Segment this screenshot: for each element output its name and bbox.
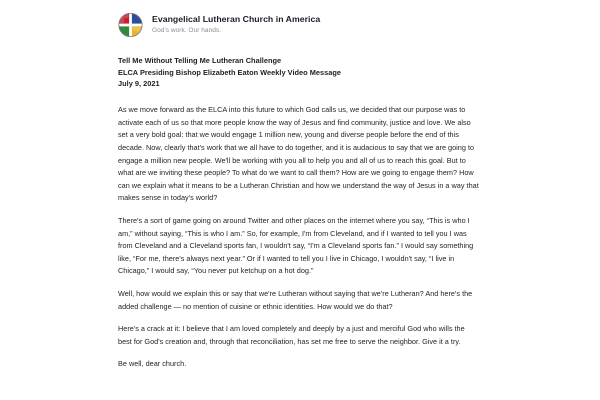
document-date: July 9, 2021: [118, 79, 160, 89]
document-subtitle: ELCA Presiding Bishop Elizabeth Eaton Weekly Video Message: [118, 67, 342, 77]
brand-name: Evangelical Lutheran Church in America: [152, 14, 321, 25]
brand-tagline: God's work. Our hands.: [152, 27, 222, 35]
body-paragraph: Well, how would we explain this or say that we're Lutheran without saying that we're Lutheran? And here's the added challenge — no mention of cuisine or ethnic identities. How would we do that?: [118, 288, 473, 311]
body-paragraph: Here's a crack at it: I believe that I am loved completely and deeply by a just and merciful God who wills the best for God's creation and, through that reconciliation, has set me free to serve the neighbor. Give it a try.: [118, 324, 465, 346]
document-title-block: [118, 55, 488, 90]
document-body: [118, 90, 480, 371]
document-title: Tell Me Without Telling Me Lutheran Challenge: [118, 56, 282, 65]
elca-cross-circle-logo-icon: [118, 12, 143, 38]
body-paragraph: As we move forward as the ELCA into this future to which God calls us, we decided that our purpose was to activate each of us so that more people know the way of Jesus and find community, justice and love. We also set a very bold goal: that we would engage 1 million new, young and diverse people before the end of this decade. Now, clearly that's work that we all have to do together, and it is audacious to say that we are going to engage a million new people. We'll be working with you all to help you and all of us to reach this goal. But to what are we inviting these people? To what do we want to call them? How are we going to engage them? How can we explain what it means to be a Lutheran Christian and how we understand the way of Jesus in a way that makes sense in today's world?: [118, 105, 479, 203]
body-paragraph: There's a sort of game going on around Twitter and other places on the internet where you say, “This is who I am,” without saying, “This is who I am.” So, for example, I'm from Cleveland, and if I wanted to tell you I was from Cleveland and a Cleveland sports fan, I wouldn't say, “I'm a Cleveland sports fan.” I would say something like, “For me, there's always next year.” Or if I wanted to tell you I live in Chicago, I wouldn't say, “I live in Chicago,” I would say, “You never put ketchup on a hot dog.”: [118, 215, 474, 276]
body-paragraph: Be well, dear church.: [118, 359, 187, 369]
masthead: [0, 0, 600, 40]
brand-text-group: [152, 14, 320, 35]
